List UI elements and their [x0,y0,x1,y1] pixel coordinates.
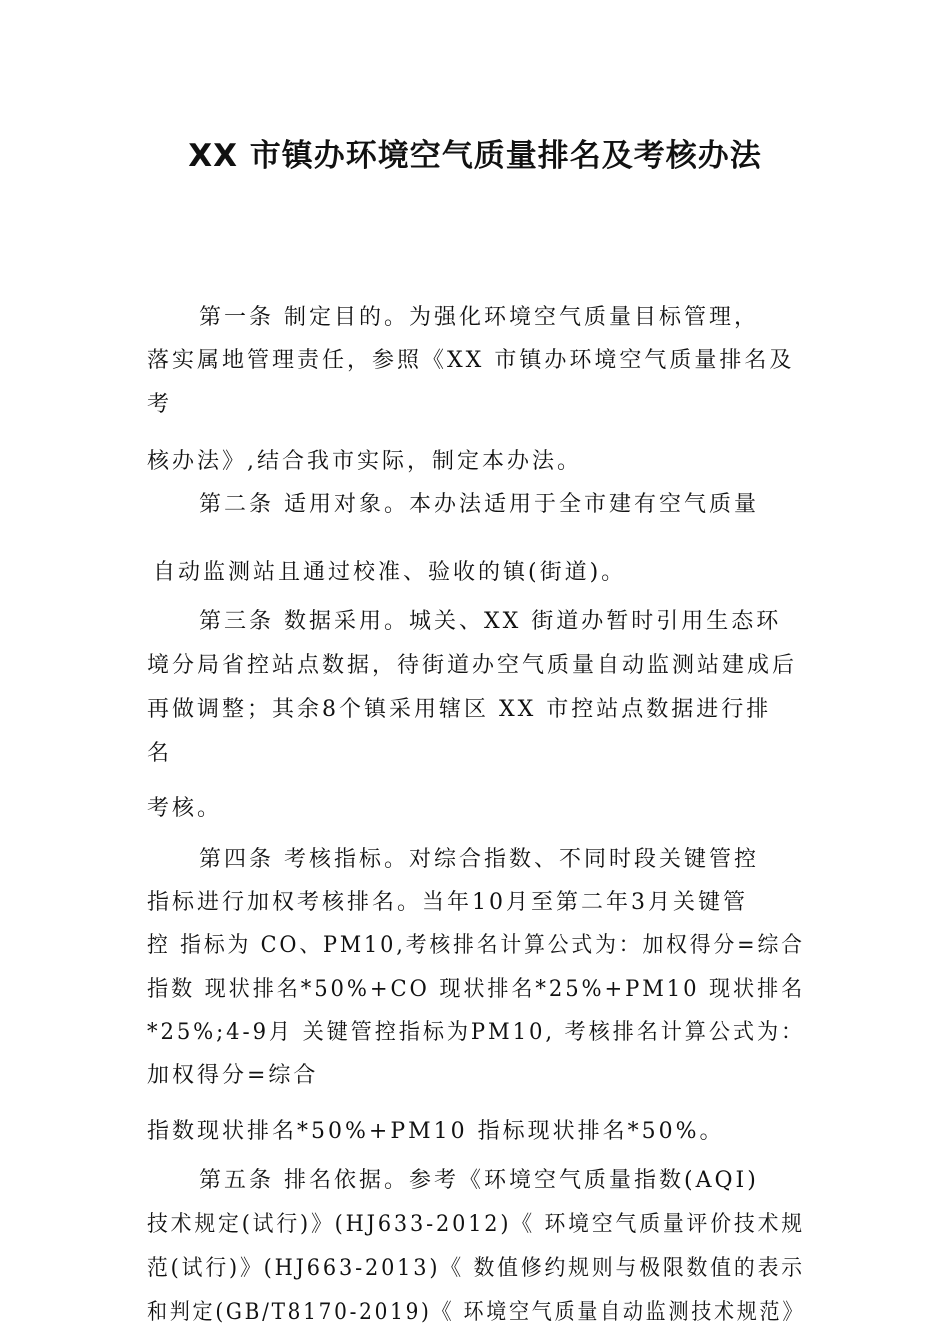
article-3-line-3: 再做调整；其余8个镇采用辖区 XX 市控站点数据进行排 [147,697,772,722]
article-1-line-2: 落实属地管理责任，参照《XX 市镇办环境空气质量排名及 [147,348,795,373]
article-5-line-1: 第五条 排名依据。参考《环境空气质量指数(AQI) [199,1168,759,1193]
document-title: XX 市镇办环境空气质量排名及考核办法 [188,138,762,174]
article-4-line-2: 指标进行加权考核排名。当年10月至第二年3月关键管 [147,890,748,915]
article-4-line-5: *25%;4-9月 关键管控指标为PM10, 考核排名计算公式为： [147,1020,806,1045]
article-4-line-7: 指数现状排名*50%+PM10 指标现状排名*50%。 [147,1119,725,1144]
article-1-line-1: 第一条 制定目的。为强化环境空气质量目标管理， [199,305,759,330]
article-4-line-6: 加权得分=综合 [147,1063,319,1088]
article-4-line-3: 控 指标为 CO、PM10,考核排名计算公式为：加权得分=综合 [147,933,805,958]
article-3-line-5: 考核。 [147,796,223,821]
article-5-line-3: 范(试行)》(HJ663-2013)《 数值修约规则与极限数值的表示 [147,1256,805,1281]
article-5-line-4: 和判定(GB/T8170-2019)《 环境空气质量自动监测技术规范》 [147,1300,806,1325]
article-2-line-2: 自动监测站且通过校准、验收的镇(街道)。 [153,560,627,585]
article-5-line-2: 技术规定(试行)》(HJ633-2012)《 环境空气质量评价技术规 [147,1212,805,1237]
article-3-line-4: 名 [147,741,173,766]
article-3-line-1: 第三条 数据采用。城关、XX 街道办暂时引用生态环 [199,609,782,634]
article-4-line-4: 指数 现状排名*50%+CO 现状排名*25%+PM10 现状排名 [147,977,806,1002]
article-4-line-1: 第四条 考核指标。对综合指数、不同时段关键管控 [199,847,759,872]
article-3-line-2: 境分局省控站点数据，待街道办空气质量自动监测站建成后 [147,653,798,678]
article-2-line-1: 第二条 适用对象。本办法适用于全市建有空气质量 [199,492,759,517]
article-1-line-3: 考 [147,392,173,417]
article-1-line-4: 核办法》,结合我市实际，制定本办法。 [147,449,582,474]
